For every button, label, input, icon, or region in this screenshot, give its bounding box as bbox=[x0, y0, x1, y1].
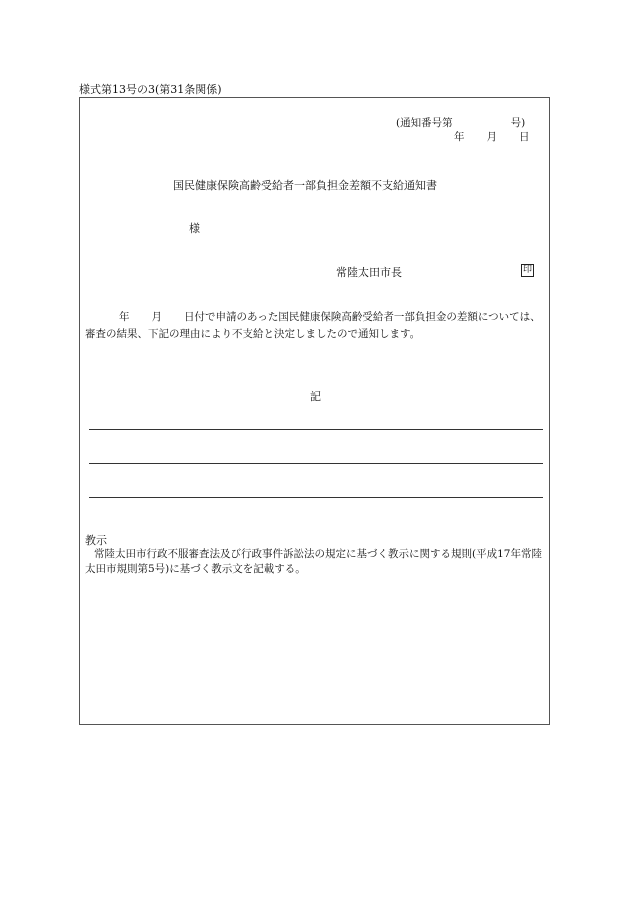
body-month: 月 bbox=[151, 311, 162, 323]
date-day: 日 bbox=[519, 131, 530, 143]
addressee-suffix: 様 bbox=[189, 222, 200, 235]
date-line bbox=[454, 129, 530, 144]
notice-number-suffix: 号) bbox=[510, 117, 526, 129]
document-title: 国民健康保険高齢受給者一部負担金差額不支給通知書 bbox=[173, 179, 437, 192]
body-paragraph bbox=[85, 309, 549, 343]
body-year: 年 bbox=[119, 311, 130, 323]
date-month: 月 bbox=[486, 131, 497, 143]
notice-number bbox=[396, 115, 525, 130]
body-text: 日付で申請のあった国民健康保険高齢受給者一部負担金の差額については、審査の結果、下記の理由により不支給と決定しましたので通知します。 bbox=[85, 311, 541, 340]
kyoji-text bbox=[85, 547, 549, 577]
issuer-name: 常陸太田市長 bbox=[336, 266, 402, 279]
seal-mark: 印 bbox=[522, 265, 532, 275]
kyoji-body: 常陸太田市行政不服審査法及び行政事件訴訟法の規定に基づく教示に関する規則(平成17年常陸太田市規則第5号)に基づく教示文を記載する。 bbox=[85, 548, 542, 575]
form-label: 様式第13号の3(第31条関係) bbox=[79, 83, 222, 96]
reason-line-3 bbox=[89, 497, 543, 498]
date-year: 年 bbox=[454, 131, 465, 143]
notice-number-prefix: (通知番号第 bbox=[396, 117, 453, 129]
reason-line-2 bbox=[89, 463, 543, 464]
reason-line-1 bbox=[89, 429, 543, 430]
kyoji-heading: 教示 bbox=[85, 534, 107, 547]
ki-heading: 記 bbox=[310, 390, 321, 403]
